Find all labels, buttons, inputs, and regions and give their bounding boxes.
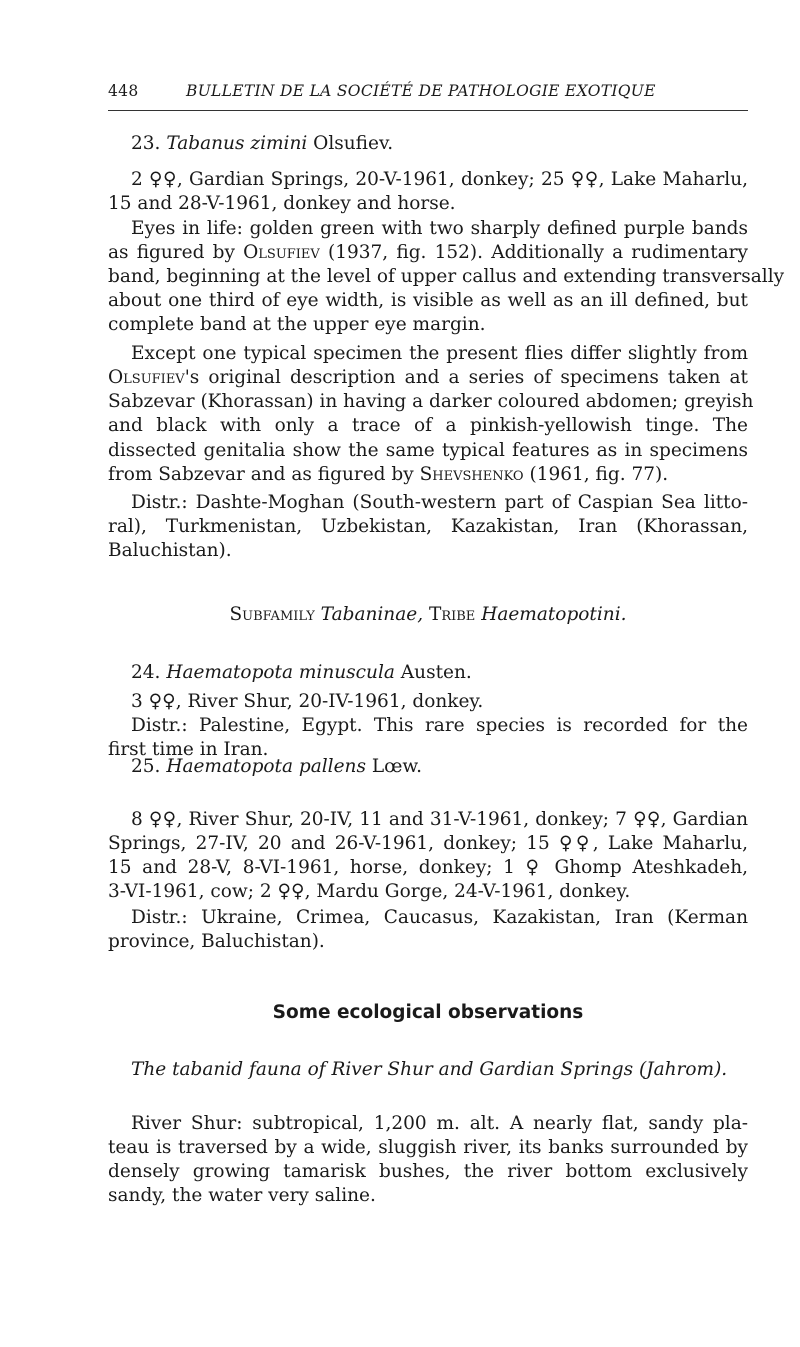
text-line [108,366,748,390]
text-line: Springs, 27-IV, 20 and 26-V-1961, donkey; 15 ♀♀, Lake Maharlu, [108,833,748,854]
text-line: densely growing tamarisk bushes, the river bottom exclusively [108,1161,748,1182]
author-name: Olsufiev [243,242,320,263]
text-line: dissected genitalia show the same typical features as in specimens [108,440,748,461]
text-line: 2 ♀♀, Gardian Springs, 20-V-1961, donkey; 25 ♀♀, Lake Maharlu, [131,169,748,190]
text-line: 3-VI-1961, cow; 2 ♀♀, Mardu Gorge, 24-V-1961, donkey. [108,881,631,902]
text-line: sandy, the water very saline. [108,1185,376,1206]
text-line: complete band at the upper eye margin. [108,314,486,335]
text-span: Tabaninae, [320,604,424,625]
species-author: Olsufiev. [313,133,394,154]
text-line: and black with only a trace of a pinkish-yellowish tinge. The [108,415,748,436]
text-span: from Sabzevar and as figured by [108,464,414,485]
text-line: province, Baluchistan). [108,931,325,952]
text-line: Except one typical specimen the present flies differ slightly from [131,343,748,364]
species-heading-24 [131,661,748,685]
page-number: 448 [108,82,139,100]
species-author: Austen. [400,662,472,683]
author-name: Shevshenko [419,464,524,485]
text-line: Distr.: Ukraine, Crimea, Caucasus, Kazakistan, Iran (Kerman [131,907,748,928]
header-rule [108,110,748,111]
text-line: 15 and 28-V-1961, donkey and horse. [108,193,456,214]
text-line: teau is traversed by a wide, sluggish river, its banks surrounded by [108,1137,748,1158]
species-number: 24. [131,662,161,683]
text-span: Subfamily [229,604,315,625]
species-number: 23. [131,133,161,154]
species-author: Lœw. [371,756,422,777]
species-name: Tabanus zimini [166,133,308,154]
species-heading-23 [131,132,748,156]
text-line [108,463,748,487]
text-span: 's original description and a series of specimens taken at [184,367,748,388]
text-line: Sabzevar (Khorassan) in having a darker coloured abdomen; greyish [108,391,754,412]
text-span: (1937, fig. 152). Additionally a rudimentary [328,242,748,263]
section-title: Some ecological observations [272,1002,584,1023]
species-number: 25. [131,756,161,777]
text-line: band, beginning at the level of upper callus and extending transversally [108,266,785,287]
text-line: about one third of eye width, is visible as well as an ill defined, but [108,290,748,311]
species-name: Haematopota pallens [166,756,366,777]
text-line: 3 ♀♀, River Shur, 20-IV-1961, donkey. [131,691,484,712]
text-line: Eyes in life: golden green with two sharply defined purple bands [131,218,748,239]
text-span: (1961, fig. 77). [529,464,669,485]
text-line: Distr.: Dashte-Moghan (South-western part of Caspian Sea litto- [131,492,748,513]
text-span: as figured by [108,242,235,263]
text-line: Distr.: Palestine, Egypt. This rare species is recorded for the [131,715,748,736]
subfamily-heading [108,603,748,627]
text-line: ral), Turkmenistan, Uzbekistan, Kazakistan, Iran (Khorassan, [108,516,748,537]
text-line: first time in Iran. [108,739,269,760]
species-heading-25 [131,755,748,779]
text-line: Baluchistan). [108,540,232,561]
text-span: Tribe [428,604,476,625]
text-line: River Shur: subtropical, 1,200 m. alt. A nearly flat, sandy pla- [131,1113,748,1134]
text-line [108,241,748,265]
subsection-title: The tabanid fauna of River Shur and Gardian Springs (Jahrom). [131,1059,728,1080]
text-span: Haematopotini. [481,604,627,625]
author-name: Olsufiev [108,367,185,388]
journal-title: BULLETIN DE LA SOCIÉTÉ DE PATHOLOGIE EXOTIQUE [186,82,656,100]
text-line: 8 ♀♀, River Shur, 20-IV, 11 and 31-V-1961, donkey; 7 ♀♀, Gardian [131,809,748,830]
species-name: Haematopota minuscula [166,662,395,683]
text-line: 15 and 28-V, 8-VI-1961, horse, donkey; 1 ♀ Ghomp Ateshkadeh, [108,857,748,878]
running-header [108,82,748,106]
